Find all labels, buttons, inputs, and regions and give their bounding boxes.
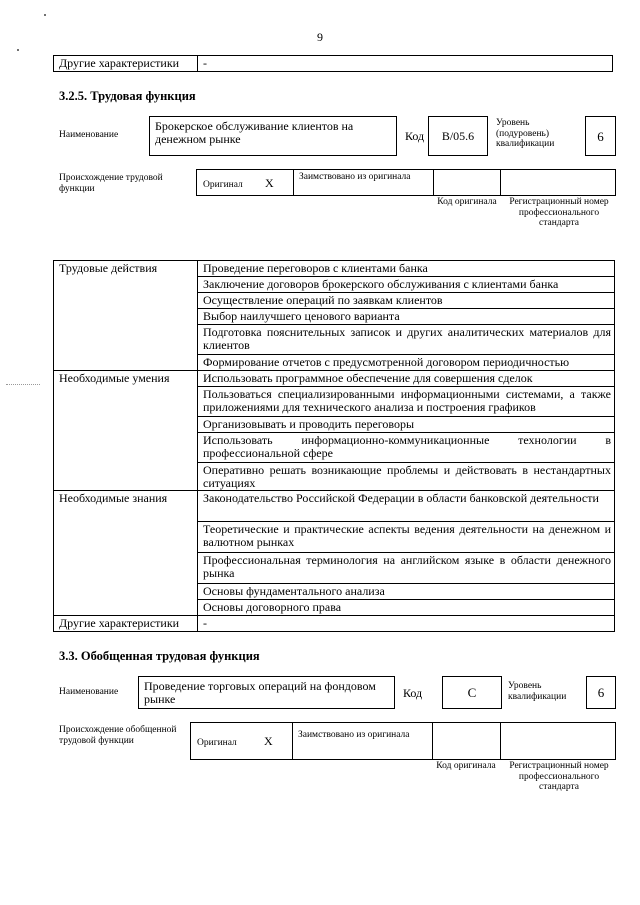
code-original-label: Код оригинала [437, 197, 497, 207]
reg-number-label: Регистрационный номер профессионального стандарта [509, 761, 609, 792]
top-other-label: Другие характеристики [59, 56, 180, 70]
required-knowledge-label: Необходимые знания [59, 491, 168, 505]
original-mark: X [264, 734, 273, 748]
labor-action-item: Проведение переговоров с клиентами банка [203, 261, 428, 275]
function-name: Проведение торговых операций на фондовом рынке [144, 679, 376, 706]
code-label: Код [405, 129, 425, 143]
skill-item: Организовывать и проводить переговоры [203, 417, 415, 431]
level-label: Уровень (подуровень) квалификации [496, 118, 555, 149]
section-325-heading: 3.2.5. Трудовая функция [59, 89, 196, 103]
other-characteristics-label: Другие характеристики [59, 616, 180, 630]
labor-action-item: Осуществление операций по заявкам клиентов [203, 293, 443, 307]
skill-item: Использовать информационно-коммуникационные технологии в профессиональной сфере [203, 433, 611, 460]
knowledge-item: Профессиональная терминология на английском языке в области денежного рынка [203, 553, 611, 580]
required-skills-label: Необходимые умения [59, 371, 170, 385]
borrowed-label: Заимствовано из оригинала [298, 730, 410, 740]
knowledge-item: Основы фундаментального анализа [203, 584, 385, 598]
labor-action-item: Заключение договоров брокерского обслуживания с клиентами банка [203, 277, 559, 291]
labor-actions-label: Трудовые действия [59, 261, 158, 275]
level-label: Уровень квалификации [508, 681, 567, 702]
scan-speck [44, 14, 46, 16]
original-mark: X [265, 176, 274, 190]
code-label: Код [403, 686, 423, 700]
page-number: 9 [317, 30, 323, 44]
knowledge-item: Теоретические и практические аспекты ведения деятельности на денежном и валютном рынках [203, 522, 611, 549]
name-label: Наименование [59, 687, 119, 697]
knowledge-item: Основы договорного права [203, 600, 342, 614]
original-label: Оригинал [197, 738, 237, 748]
reg-number-label: Регистрационный номер профессионального стандарта [509, 197, 609, 228]
skill-item: Оперативно решать возникающие проблемы и действовать в нестандартных ситуациях [203, 463, 611, 490]
scan-speck [17, 49, 19, 51]
code-value: B/05.6 [441, 129, 475, 143]
origin-label: Происхождение обобщенной трудовой функции [59, 725, 177, 746]
skill-item: Использовать программное обеспечение для совершения сделок [203, 371, 533, 385]
labor-action-item: Формирование отчетов с предусмотренной договором периодичностью [203, 355, 570, 369]
section-33-heading: 3.3. Обобщенная трудовая функция [59, 649, 260, 663]
skill-item: Пользоваться специализированными информационными системами, а также приложениями для технического анализа и построения графиков [203, 387, 611, 414]
labor-action-item: Подготовка пояснительных записок и других аналитических материалов для клиентов [203, 325, 611, 352]
knowledge-item: Законодательство Российской Федерации в области банковской деятельности [203, 491, 599, 505]
level-value: 6 [597, 129, 604, 144]
scan-mark [6, 384, 40, 385]
labor-action-item: Выбор наилучшего ценового варианта [203, 309, 400, 323]
origin-label: Происхождение трудовой функции [59, 173, 163, 194]
function-name: Брокерское обслуживание клиентов на денежном рынке [155, 119, 354, 146]
name-label: Наименование [59, 130, 119, 140]
code-original-label: Код оригинала [436, 761, 496, 771]
borrowed-label: Заимствовано из оригинала [299, 172, 411, 182]
other-characteristics-value: - [203, 616, 207, 630]
level-value: 6 [597, 685, 605, 700]
top-other-value: - [203, 56, 207, 70]
original-label: Оригинал [203, 180, 243, 190]
code-value: C [467, 685, 477, 700]
